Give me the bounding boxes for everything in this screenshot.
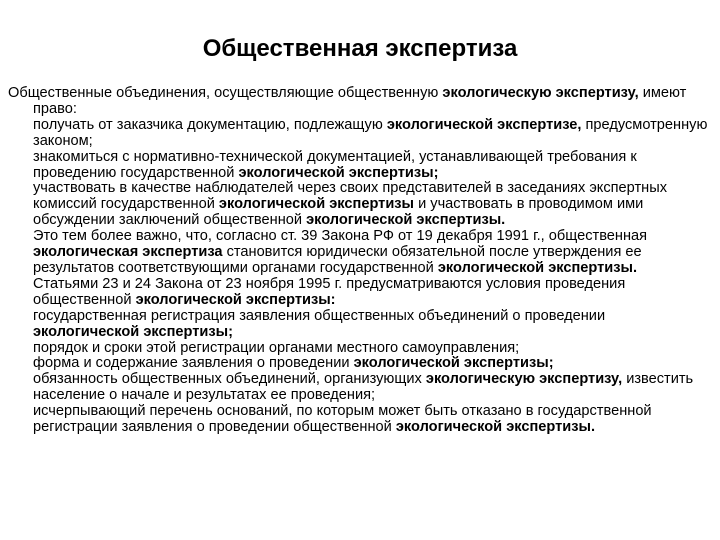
item-text: государственная регистрация заявления общественных объединений о проведении [33, 307, 606, 324]
item-bold-term: экологической экспертизы: [135, 291, 336, 308]
condition-notify-population [8, 372, 712, 404]
item-text: получать от заказчика документацию, подлежащую [33, 116, 387, 133]
item-text: обязанность общественных объединений, организующих [33, 371, 426, 388]
item-text: знакомиться с нормативно-технической документацией, устанавливающей требования к проведению государственной [33, 148, 637, 181]
item-text-middle: и участвовать в проводимом ими обсуждении заключений общественной [33, 196, 644, 229]
right-item-participate-observers [8, 181, 712, 229]
item-bold-term-end: экологической экспертизы. [437, 259, 638, 276]
slide-title: Общественная экспертиза [202, 35, 518, 62]
item-bold-term: экологической экспертизе, [386, 116, 582, 133]
item-text: участвовать в качестве наблюдателей через своих представителей в заседаниях экспертных комиссий государственной [33, 180, 667, 213]
item-bold-term: экологической экспертизы. [395, 419, 596, 436]
item-bold-term-end: экологической экспертизы. [306, 212, 506, 229]
item-text: Статьями 23 и 24 Закона от 23 ноября 1995 г. предусматриваются условия проведения общественной [33, 275, 626, 308]
condition-terms [8, 341, 712, 357]
item-text-end: известить население о начале и результатах ее проведения; [33, 371, 694, 404]
item-bold-term: экологической экспертизы; [238, 164, 439, 181]
item-bold-term: экологической экспертизы; [353, 355, 554, 372]
item-bold-term: экологической экспертизы [218, 196, 415, 213]
item-text: исчерпывающий перечень оснований, по которым может быть отказано в государственной регистрации заявления о проведении общественной [33, 403, 652, 436]
intro-text-end: имеют право: [33, 85, 687, 117]
intro-text: Общественные объединения, осуществляющие общественную [8, 85, 443, 101]
right-item-review-norms [8, 150, 712, 182]
law-1995-paragraph [8, 277, 712, 309]
law-1991-paragraph [8, 229, 712, 277]
item-bold-term: экологическая экспертиза [33, 244, 223, 261]
condition-refusal-grounds [8, 404, 712, 436]
item-text: форма и содержание заявления о проведении [33, 355, 354, 372]
slide-body [8, 86, 712, 436]
intro-paragraph [8, 86, 712, 118]
item-text-end: предусмотренную законом; [33, 116, 708, 149]
intro-bold-term: экологическую экспертизу, [442, 85, 639, 101]
item-text: порядок и сроки этой регистрации органами местного самоуправления; [33, 339, 520, 356]
right-item-get-documentation [8, 118, 712, 150]
item-text: Это тем более важно, что, согласно ст. 39 Закона РФ от 19 декабря 1991 г., общественная [33, 228, 648, 245]
condition-form [8, 356, 712, 372]
item-bold-term: экологической экспертизы; [33, 323, 233, 340]
item-bold-term: экологическую экспертизу, [425, 371, 623, 388]
condition-registration [8, 309, 712, 341]
item-text-middle: становится юридически обязательной после утверждения ее результатов соответствующими органами государственной [33, 244, 642, 276]
